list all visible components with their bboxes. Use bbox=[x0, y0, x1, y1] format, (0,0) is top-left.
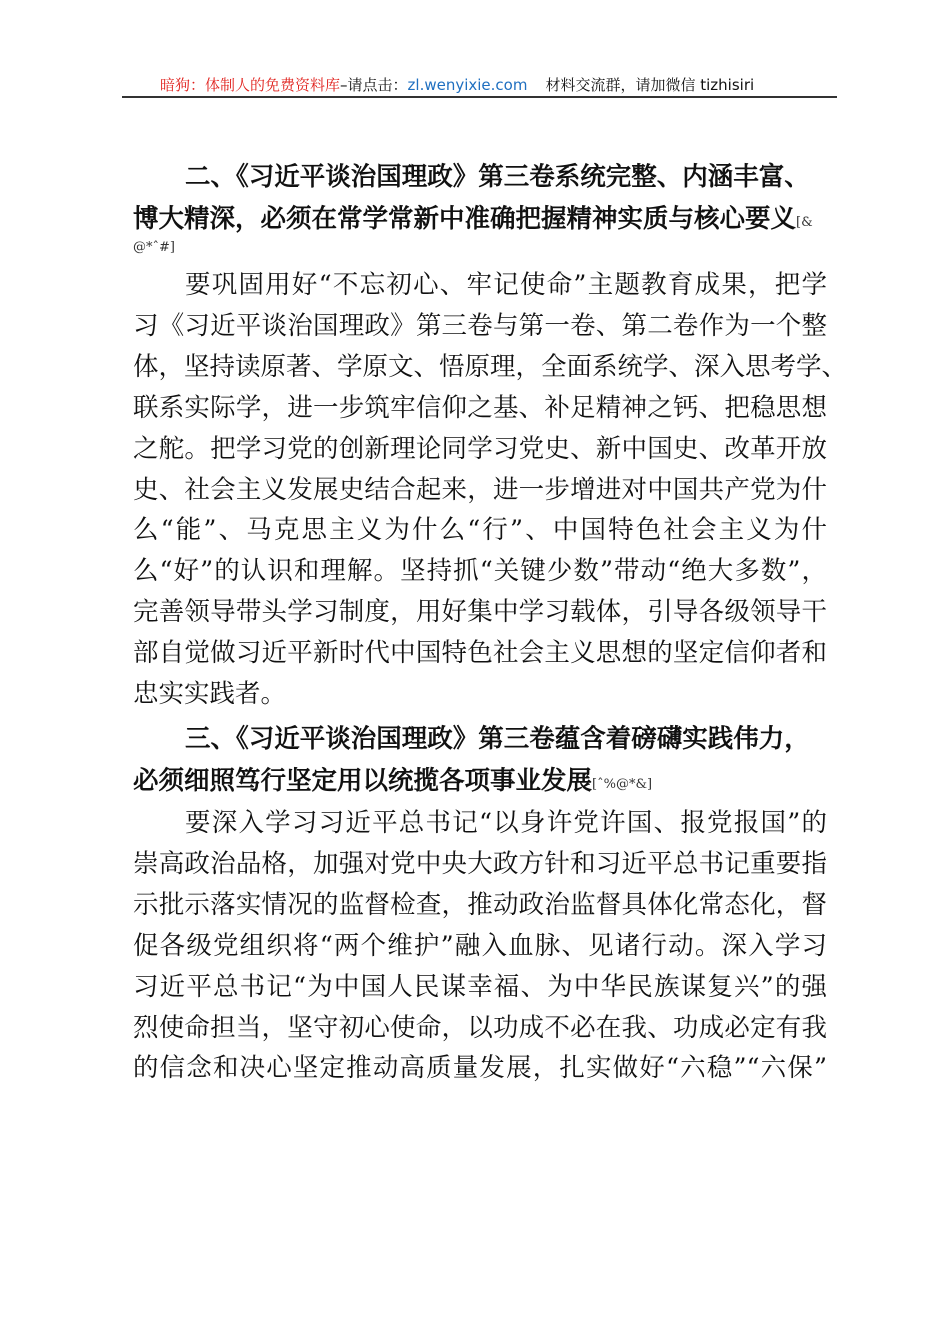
section-3-heading-line-2 bbox=[133, 764, 652, 802]
section-2-heading-text: 博大精深，必须在常学常新中准确把握精神实质与核心要义 bbox=[133, 204, 797, 234]
section-3-marker: [ˆ%@*&] bbox=[592, 777, 653, 792]
header-divider bbox=[122, 96, 837, 98]
header-contact: 材料交流群，请加微信 tizhisiri bbox=[545, 76, 755, 94]
paragraph-line: 促各级党组织将“两个维护”融入血脉、见诸行动。深入学习 bbox=[133, 930, 827, 961]
section-2-heading-line-1: 二、《习近平谈治国理政》第三卷系统完整、内涵丰富、 bbox=[185, 162, 810, 192]
section-2-heading-line-2 bbox=[133, 202, 813, 240]
header-brand: 暗狗：体制人的免费资料库 bbox=[160, 76, 341, 94]
paragraph-line: 联系实际学，进一步筑牢信仰之基、补足精神之钙、把稳思想 bbox=[133, 392, 827, 423]
section-3-heading-line-1: 三、《习近平谈治国理政》第三卷蕴含着磅礴实践伟力， bbox=[185, 724, 810, 754]
paragraph-line: 示批示落实情况的监督检查，推动政治监督具体化常态化，督 bbox=[133, 889, 827, 920]
paragraph-line: 部自觉做习近平新时代中国特色社会主义思想的坚定信仰者和 bbox=[133, 638, 827, 669]
header-prompt: –请点击： bbox=[340, 76, 408, 94]
paragraph-line: 完善领导带头学习制度，用好集中学习载体，引导各级领导干 bbox=[133, 597, 827, 628]
paragraph-line: 之舵。把学习党的创新理论同学习党史、新中国史、改革开放 bbox=[133, 433, 827, 464]
paragraph-line: 要深入学习习近平总书记“以身许党许国、报党报国”的 bbox=[185, 808, 827, 838]
paragraph-line: 忠实实践者。 bbox=[133, 679, 287, 709]
paragraph-line: 的信念和决心坚定推动高质量发展，扎实做好“六稳”“六保” bbox=[133, 1053, 827, 1084]
paragraph-line: 要巩固用好“不忘初心、牢记使命”主题教育成果，把学 bbox=[185, 270, 827, 300]
paragraph-line: 习《习近平谈治国理政》第三卷与第一卷、第二卷作为一个整 bbox=[133, 310, 827, 341]
paragraph-line: 体，坚持读原著、学原文、悟原理，全面系统学、深入思考学、 bbox=[133, 351, 848, 382]
header-link[interactable]: zl.wenyixie.com bbox=[407, 76, 528, 94]
paragraph-line: 崇高政治品格，加强对党中央大政方针和习近平总书记重要指 bbox=[133, 848, 827, 879]
page-header bbox=[160, 74, 754, 95]
paragraph-line: 烈使命担当，坚守初心使命，以功成不必在我、功成必定有我 bbox=[133, 1012, 827, 1043]
section-2-marker-a: [& bbox=[796, 215, 813, 230]
paragraph-line: 史、社会主义发展史结合起来，进一步增进对中国共产党为什 bbox=[133, 474, 827, 505]
paragraph-line: 习近平总书记“为中国人民谋幸福、为中华民族谋复兴”的强 bbox=[133, 971, 827, 1002]
section-3-heading-text: 必须细照笃行坚定用以统揽各项事业发展 bbox=[133, 766, 593, 796]
paragraph-line: 么“能”、马克思主义为什么“行”、中国特色社会主义为什 bbox=[133, 515, 827, 546]
section-2-marker-b: @*ˆ#] bbox=[133, 240, 175, 255]
paragraph-line: 么“好”的认识和理解。坚持抓“关键少数”带动“绝大多数”， bbox=[133, 556, 827, 587]
